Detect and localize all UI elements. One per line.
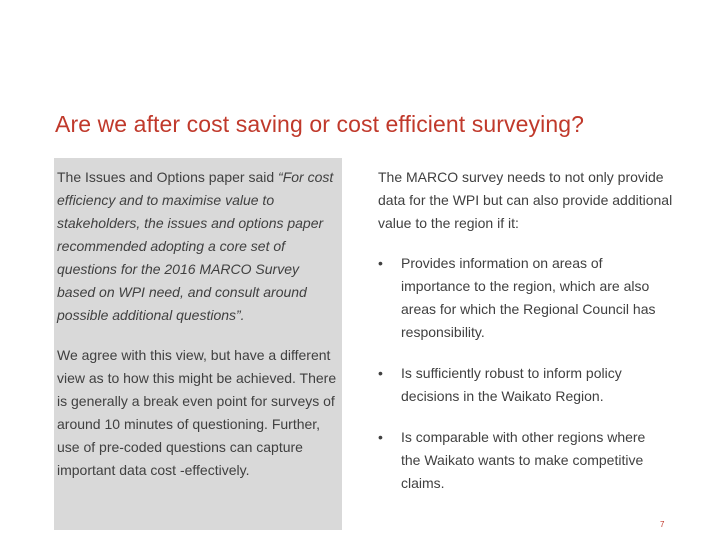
bullet-text: Is comparable with other regions where the Waikato wants to make competitive claims. [401,429,646,491]
bullet-dot-icon: • [378,255,383,271]
right-intro-paragraph: The MARCO survey needs to not only provide data for the WPI but can also provide additional value to the region if it: [378,169,673,231]
bullet-text: Is sufficiently robust to inform policy decisions in the Waikato Region. [401,365,622,404]
page-number: 7 [660,520,665,529]
slide-title: Are we after cost saving or cost efficient surveying? [55,111,585,138]
bullet-dot-icon: • [378,365,383,381]
left-paragraph-1 [57,166,339,327]
left-paragraph-2: We agree with this view, but have a different view as to how this might be achieved. There is generally a break even point for surveys of around 10 minutes of questioning. Further, use of pre-coded questions can capture important data cost -effectively. [57,347,337,478]
left-paragraph-1-quote: “For cost efficiency and to maximise value to stakeholders, the issues and options paper recommended adopting a core set of questions for the 2016 MARCO Survey based on WPI need, and consult around possible additional questions”. [57,169,334,323]
bullet-text: Provides information on areas of importance to the region, which are also areas for which the Regional Council has responsibility. [401,255,656,340]
left-paragraph-1-lead: The Issues and Options paper said [57,169,279,185]
bullet-dot-icon: • [378,429,383,445]
